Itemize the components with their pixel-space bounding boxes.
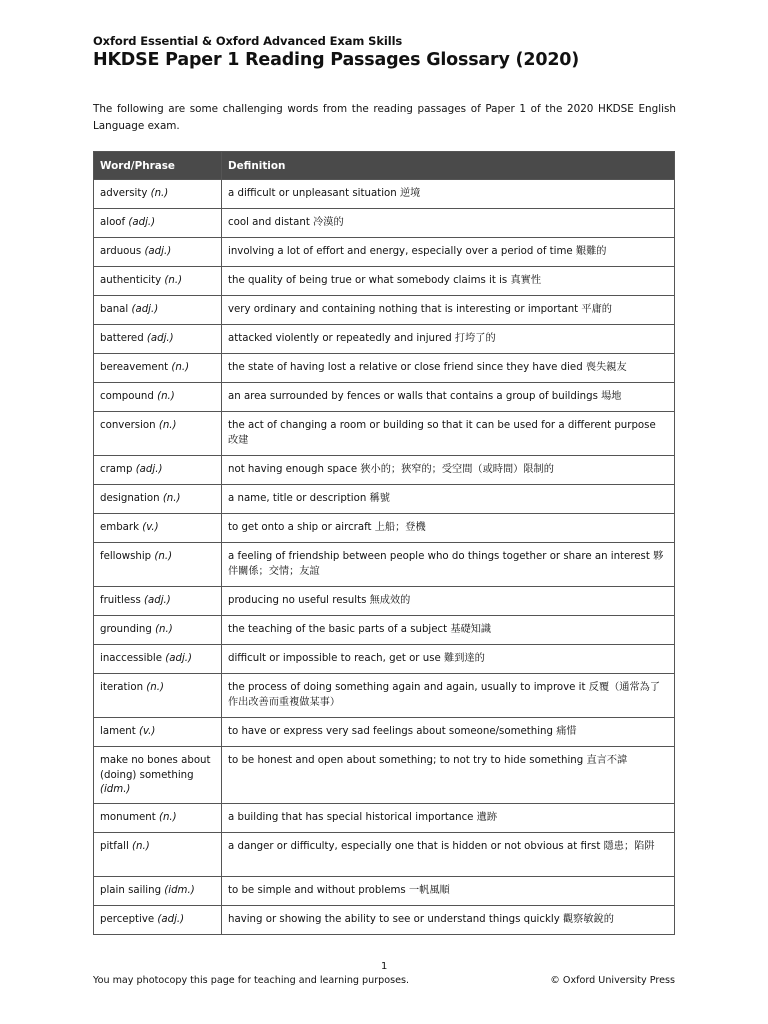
part-of-speech: (idm.) <box>164 885 195 896</box>
table-row <box>94 587 675 616</box>
word-cell <box>94 209 222 238</box>
part-of-speech: (n.) <box>155 624 173 635</box>
photocopy-notice: You may photocopy this page for teaching and learning purposes. <box>93 975 410 986</box>
part-of-speech: (n.) <box>146 682 164 693</box>
word-cell <box>94 616 222 645</box>
part-of-speech: (adj.) <box>128 217 156 228</box>
definition-cell: to have or express very sad feelings about someone/something 痛惜 <box>222 718 675 747</box>
part-of-speech: (idm.) <box>100 784 131 795</box>
word-cell <box>94 354 222 383</box>
word-text: grounding <box>100 624 152 635</box>
table-row <box>94 804 675 833</box>
word-cell <box>94 674 222 718</box>
table-row <box>94 877 675 906</box>
copyright-notice: © Oxford University Press <box>550 975 675 986</box>
table-row <box>94 747 675 804</box>
definition-cell: the teaching of the basic parts of a subject 基礎知識 <box>222 616 675 645</box>
word-cell <box>94 485 222 514</box>
table-row <box>94 238 675 267</box>
definition-cell: very ordinary and containing nothing that is interesting or important 平庸的 <box>222 296 675 325</box>
word-text: cramp <box>100 464 133 475</box>
glossary-body <box>94 180 675 935</box>
word-text: iteration <box>100 682 144 693</box>
word-text: designation <box>100 493 160 504</box>
word-cell <box>94 718 222 747</box>
series-subtitle: Oxford Essential & Oxford Advanced Exam Skills <box>93 34 403 48</box>
word-text: pitfall <box>100 841 129 852</box>
intro-paragraph: The following are some challenging words from the reading passages of Paper 1 of the 2020 HKDSE English Language exam. <box>93 103 676 132</box>
word-cell <box>94 645 222 674</box>
definition-cell: cool and distant 冷漠的 <box>222 209 675 238</box>
table-row <box>94 209 675 238</box>
definition-cell: an area surrounded by fences or walls that contains a group of buildings 場地 <box>222 383 675 412</box>
table-row <box>94 833 675 877</box>
word-text: authenticity <box>100 275 162 286</box>
word-text: aloof <box>100 217 126 228</box>
word-text: fellowship <box>100 551 152 562</box>
column-header-definition: Definition <box>222 152 675 180</box>
definition-cell: a feeling of friendship between people who do things together or share an interest 夥伴關係；交情；友誼 <box>222 543 675 587</box>
definition-cell: to be honest and open about something; to not try to hide something 直言不諱 <box>222 747 675 804</box>
table-header-row <box>94 152 675 180</box>
definition-cell: the state of having lost a relative or close friend since they have died 喪失親友 <box>222 354 675 383</box>
column-header-word: Word/Phrase <box>94 152 222 180</box>
part-of-speech: (n.) <box>171 362 190 373</box>
table-row <box>94 354 675 383</box>
table-row <box>94 325 675 354</box>
table-row <box>94 645 675 674</box>
definition-cell: a name, title or description 稱號 <box>222 485 675 514</box>
word-text: adversity <box>100 188 148 199</box>
definition-cell: a building that has special historical importance 遺跡 <box>222 804 675 833</box>
word-cell <box>94 238 222 267</box>
part-of-speech: (n.) <box>162 493 181 504</box>
definition-cell: having or showing the ability to see or understand things quickly 觀察敏銳的 <box>222 906 675 935</box>
part-of-speech: (adj.) <box>157 914 185 925</box>
table-row <box>94 180 675 209</box>
table-row <box>94 412 675 456</box>
glossary-table <box>93 151 675 935</box>
part-of-speech: (adj.) <box>146 333 174 344</box>
table-row <box>94 543 675 587</box>
part-of-speech: (n.) <box>158 812 177 823</box>
word-cell <box>94 325 222 354</box>
word-cell <box>94 412 222 456</box>
definition-cell: to get onto a ship or aircraft 上船；登機 <box>222 514 675 543</box>
part-of-speech: (n.) <box>164 275 183 286</box>
word-cell <box>94 877 222 906</box>
word-text: plain sailing <box>100 885 162 896</box>
part-of-speech: (n.) <box>132 841 150 852</box>
word-text: battered <box>100 333 144 344</box>
table-row <box>94 456 675 485</box>
table-row <box>94 906 675 935</box>
table-row <box>94 616 675 645</box>
definition-cell: not having enough space 狹小的；狹窄的；受空間（或時間）限制的 <box>222 456 675 485</box>
word-text: bereavement <box>100 362 169 373</box>
part-of-speech: (n.) <box>154 551 173 562</box>
definition-cell: to be simple and without problems 一帆風順 <box>222 877 675 906</box>
word-cell <box>94 180 222 209</box>
definition-cell: the act of changing a room or building so that it can be used for a different purpose 改建 <box>222 412 675 456</box>
part-of-speech: (adj.) <box>144 595 171 606</box>
word-text: banal <box>100 304 129 315</box>
word-text: conversion <box>100 420 156 431</box>
word-cell <box>94 587 222 616</box>
part-of-speech: (n.) <box>150 188 169 199</box>
definition-cell: producing no useful results 無成效的 <box>222 587 675 616</box>
word-text: embark <box>100 522 139 533</box>
part-of-speech: (adj.) <box>144 246 172 257</box>
part-of-speech: (adj.) <box>131 304 159 315</box>
word-cell <box>94 383 222 412</box>
part-of-speech: (v.) <box>138 726 156 737</box>
definition-cell: a danger or difficulty, especially one that is hidden or not obvious at first 隱患；陷阱 <box>222 833 675 877</box>
definition-cell: involving a lot of effort and energy, especially over a period of time 艱難的 <box>222 238 675 267</box>
word-cell <box>94 906 222 935</box>
word-text: fruitless <box>100 595 141 606</box>
table-row <box>94 674 675 718</box>
table-row <box>94 267 675 296</box>
definition-cell: the quality of being true or what somebody claims it is 真實性 <box>222 267 675 296</box>
word-text: inaccessible <box>100 653 163 664</box>
word-cell <box>94 804 222 833</box>
page-title: HKDSE Paper 1 Reading Passages Glossary (2020) <box>93 50 580 70</box>
definition-cell: attacked violently or repeatedly and injured 打垮了的 <box>222 325 675 354</box>
table-row <box>94 296 675 325</box>
word-text: make no bones about (doing) something <box>100 755 211 781</box>
part-of-speech: (adj.) <box>135 464 163 475</box>
word-cell <box>94 456 222 485</box>
word-text: monument <box>100 812 156 823</box>
part-of-speech: (adj.) <box>165 653 192 664</box>
word-cell <box>94 267 222 296</box>
word-text: arduous <box>100 246 142 257</box>
table-row <box>94 514 675 543</box>
part-of-speech: (n.) <box>157 391 175 402</box>
word-cell <box>94 833 222 877</box>
definition-cell: difficult or impossible to reach, get or use 難到達的 <box>222 645 675 674</box>
word-text: lament <box>100 726 136 737</box>
word-text: compound <box>100 391 154 402</box>
definition-cell: a difficult or unpleasant situation 逆境 <box>222 180 675 209</box>
word-text: perceptive <box>100 914 155 925</box>
word-cell <box>94 296 222 325</box>
word-cell <box>94 514 222 543</box>
table-row <box>94 718 675 747</box>
page-number: 1 <box>381 961 388 972</box>
word-cell <box>94 543 222 587</box>
part-of-speech: (n.) <box>158 420 177 431</box>
part-of-speech: (v.) <box>142 522 159 533</box>
table-row <box>94 485 675 514</box>
table-row <box>94 383 675 412</box>
definition-cell: the process of doing something again and again, usually to improve it 反覆（通常為了作出改善而重複做某事） <box>222 674 675 718</box>
word-cell <box>94 747 222 804</box>
